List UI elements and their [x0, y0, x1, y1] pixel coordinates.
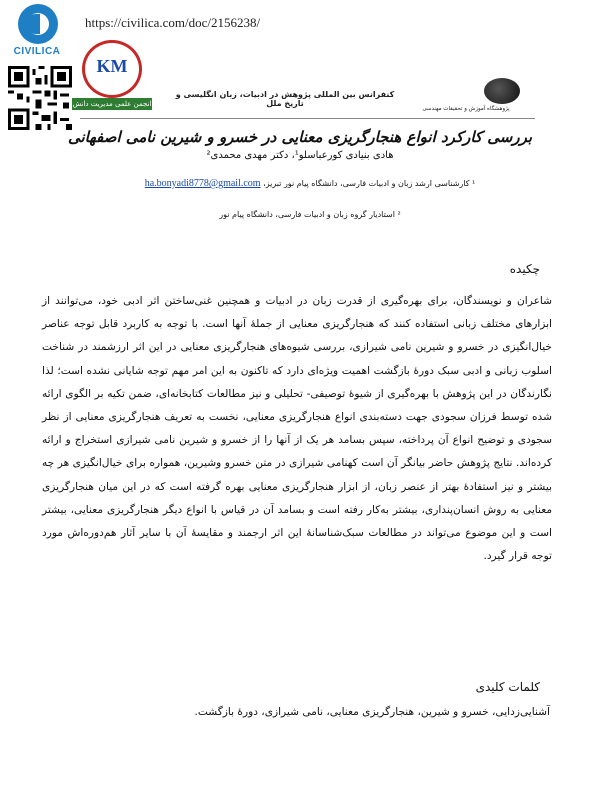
- affiliation-1-text: ¹ کارشناسی ارشد زبان و ادبیات فارسی، دانشگاه پیام نور تبریز،: [263, 179, 476, 188]
- globe-icon: [484, 78, 520, 104]
- km-logo-band: انجمن علمی مدیریت دانش: [72, 100, 152, 108]
- keywords-list: آشنایی‌زدایی، خسرو و شیرین، هنجارگریزی معنایی، نامی شیرازی، دورهٔ بازگشت.: [194, 706, 550, 718]
- author-email-link[interactable]: ha.bonyadi8778@gmail.com: [144, 178, 261, 189]
- affiliation-2: ² استادیار گروه زبان و ادبیات فارسی، دانشگاه پیام نور: [219, 210, 401, 219]
- abstract-body: شاعران و نویسندگان، برای بهره‌گیری از قدرت زبان در ادبیات و همچنین غنی‌ساختن اثر ادبی خود، می‌توانند از ابزارهای مختلف زبانی استفاده کنند که هنجارگریزی معنایی از جملهٔ آنها است. با توجه به کاربرد قابل توجه عناصر خیال‌انگیزی در خسرو و شیرین نامی شیرازی، بررسی شیوه‌های هنجارگریزی معنایی در این اثر ارزشمند در شناخت اسلوب زبانی و ادبی سبک دورهٔ بازگشت اهمیت ویژه‌ای دارد که تاکنون به این امر مهم توجه شایانی نشده است؛ لذا نگارندگان در این پژوهش با بهره‌گیری از شیوهٔ توصیفی- تحلیلی و نیز مطالعات کتابخانه‌ای، ضمن تکیه بر الگوی ارائه شده توسط فرزان سجودی جهت دسته‌بندی انواع هنجارگریزی معنایی، نخست به تعریف هنجارگریزی معنایی از نظر سجودی و توضیح انواع آن پرداخته، سپس بسامد هر یک از آنها را از خسرو و شیرین نامی شیرازی استخراج و ارائه کرده‌اند. نتایج پژوهش حاضر بیانگر آن است کهنامی شیرازی در متن خسرو وشیرین، همواره برای خیال‌انگیزی هر چه بیشتر و نیز استفادهٔ بهتر از عنصر زبان، از ابزار هنجارگریزی معنایی بهره گرفته است که در این میان هنجارگریزی معنایی به روش انسان‌پنداری، بیشتر به‌کار رفته است و بسامد آن در قیاس با انواع دیگر هنجارگریزی معنایی، بیشتر است و این موضوع می‌تواند در مطالعات سبک‌شناسانهٔ این اثر ارجمند و مقایسهٔ آن با سایر آثار هم‌دوره‌اش مورد توجه قرار گیرد.: [42, 295, 552, 563]
- civilica-c-mark: [26, 14, 40, 34]
- conference-title: کنفرانس بین المللی پژوهش در ادبیات، زبان انگلیسی و تاریخ ملل: [175, 90, 395, 108]
- paper-title: بررسی کارکرد انواع هنجارگریزی معنایی در خسرو و شیرین نامی اصفهانی: [67, 128, 533, 146]
- km-logo-letters: KM: [96, 56, 128, 76]
- qr-code-icon: [8, 66, 72, 130]
- document-url[interactable]: https://civilica.com/doc/2156238/: [85, 15, 261, 30]
- institute-logo: [400, 78, 526, 118]
- affiliation-1: [80, 178, 540, 189]
- header-divider: [80, 118, 535, 119]
- km-society-logo: [72, 40, 152, 112]
- civilica-logo[interactable]: [6, 4, 68, 62]
- abstract-heading: چکیده: [509, 262, 540, 276]
- civilica-brand-name: CIVILICA: [13, 46, 61, 57]
- keywords-heading: کلمات کلیدی: [475, 680, 540, 694]
- paper-authors: هادی بنیادی کورعباسلو¹، دکتر مهدی محمدی²: [206, 150, 394, 161]
- institute-name: پژوهشگاه آموزش و تحقیقات مهندسی: [422, 106, 510, 112]
